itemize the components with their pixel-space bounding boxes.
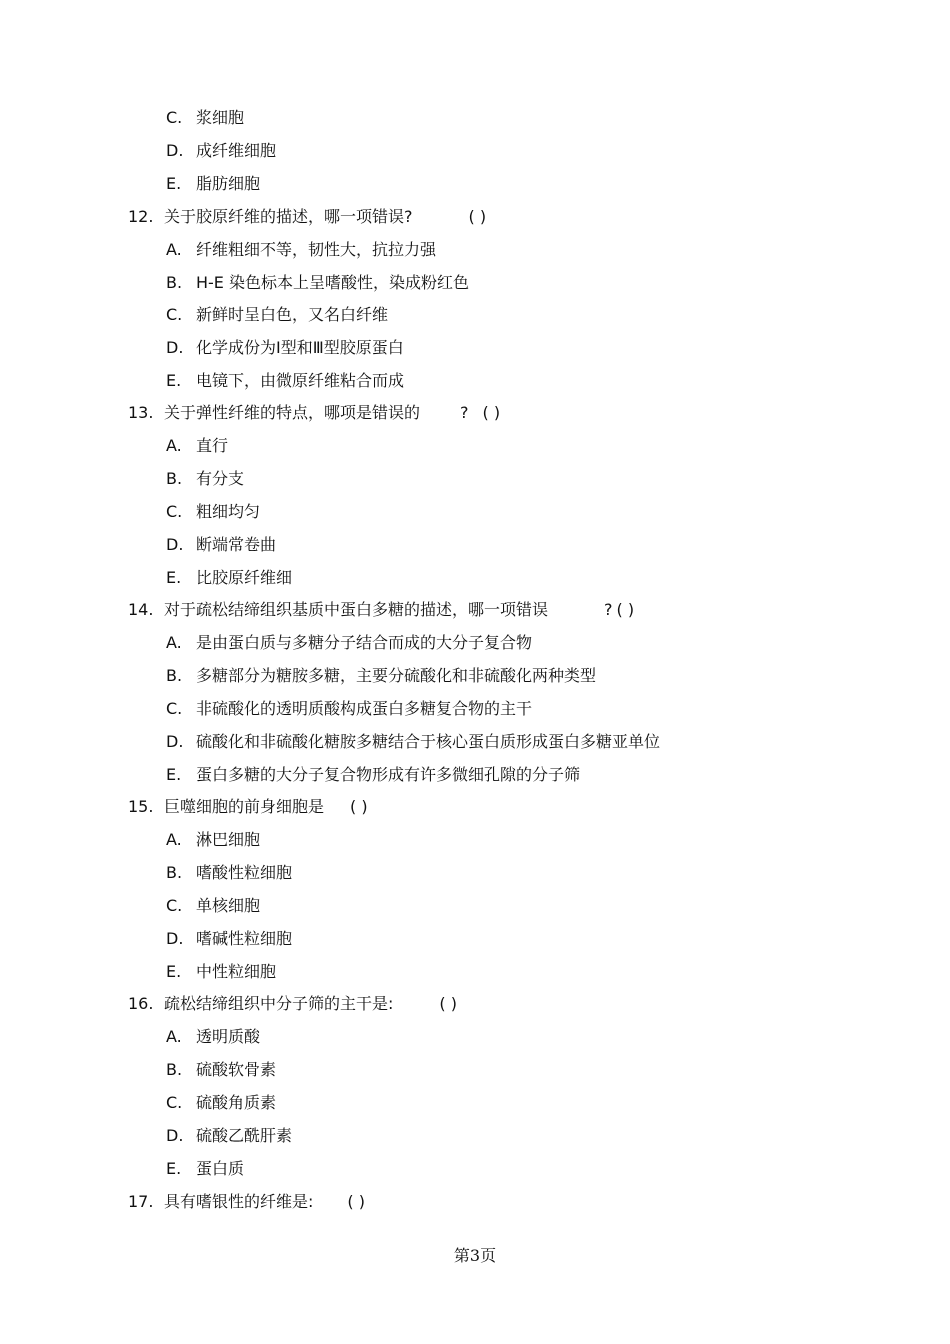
option-text: 嗜酸性粒细胞 xyxy=(196,863,293,882)
option-line xyxy=(166,626,532,659)
option-text: 新鲜时呈白色，又名白纤维 xyxy=(196,305,389,324)
option-letter: D. xyxy=(166,338,184,357)
option-letter: E. xyxy=(166,174,182,193)
option-line xyxy=(166,429,228,462)
option-text: 比胶原纤维细 xyxy=(196,568,293,587)
question-number: 12. xyxy=(128,207,154,226)
option-line xyxy=(166,659,596,692)
option-line xyxy=(166,495,260,528)
option-line xyxy=(166,856,292,889)
option-text: 脂肪细胞 xyxy=(196,174,261,193)
option-line xyxy=(166,134,276,167)
option-text: 多糖部分为糖胺多糖，主要分硫酸化和非硫酸化两种类型 xyxy=(196,666,597,685)
option-line xyxy=(166,1152,244,1185)
option-text: 粗细均匀 xyxy=(196,502,261,521)
question-stem: 对于疏松结缔组织基质中蛋白多糖的描述，哪一项错误 xyxy=(164,600,549,619)
option-letter: D. xyxy=(166,1126,184,1145)
option-letter: A. xyxy=(166,240,182,259)
option-line xyxy=(166,462,244,495)
option-line xyxy=(166,331,404,364)
option-line xyxy=(166,922,292,955)
option-line xyxy=(166,528,276,561)
option-letter: C. xyxy=(166,699,183,718)
question-number: 16. xyxy=(128,994,154,1013)
option-line xyxy=(166,233,436,266)
option-letter: A. xyxy=(166,830,182,849)
option-text: 有分支 xyxy=(196,469,245,488)
option-letter: D. xyxy=(166,929,184,948)
option-letter: E. xyxy=(166,371,182,390)
option-text: 硫酸乙酰肝素 xyxy=(196,1126,293,1145)
question-14 xyxy=(128,593,634,626)
option-text: 电镜下，由微原纤维粘合而成 xyxy=(196,371,405,390)
option-line xyxy=(166,1053,276,1086)
option-letter: D. xyxy=(166,732,184,751)
option-letter: C. xyxy=(166,502,183,521)
option-letter: B. xyxy=(166,273,183,292)
option-line xyxy=(166,1086,276,1119)
option-text: 透明质酸 xyxy=(196,1027,261,1046)
answer-bracket: ( ) xyxy=(439,994,457,1013)
option-letter: B. xyxy=(166,1060,183,1079)
option-text: 淋巴细胞 xyxy=(196,830,261,849)
question-number: 17. xyxy=(128,1192,154,1211)
option-line xyxy=(166,955,276,988)
question-stem: 关于弹性纤维的特点，哪项是错误的 xyxy=(164,403,421,422)
option-line xyxy=(166,823,260,856)
option-letter: B. xyxy=(166,666,183,685)
question-16 xyxy=(128,987,457,1020)
option-text: 单核细胞 xyxy=(196,896,261,915)
option-line xyxy=(166,298,388,331)
question-stem: 具有嗜银性的纤维是: xyxy=(164,1192,314,1211)
option-letter: A. xyxy=(166,633,182,652)
answer-bracket: ( ) xyxy=(616,600,635,619)
option-line xyxy=(166,1119,292,1152)
option-text: 蛋白多糖的大分子复合物形成有许多微细孔隙的分子筛 xyxy=(196,765,581,784)
option-line xyxy=(166,758,580,791)
answer-bracket: ( ) xyxy=(350,797,368,816)
option-letter: D. xyxy=(166,141,184,160)
option-letter: A. xyxy=(166,436,182,455)
option-letter: C. xyxy=(166,305,183,324)
answer-bracket: ( ) xyxy=(347,1192,365,1211)
option-letter: E. xyxy=(166,765,182,784)
option-letter: B. xyxy=(166,469,183,488)
question-number: 14. xyxy=(128,600,154,619)
option-line xyxy=(166,889,260,922)
option-letter: E. xyxy=(166,568,182,587)
option-line xyxy=(166,266,469,299)
option-text: 嗜碱性粒细胞 xyxy=(196,929,293,948)
option-text: 非硫酸化的透明质酸构成蛋白多糖复合物的主干 xyxy=(196,699,533,718)
question-stem: 巨噬细胞的前身细胞是 xyxy=(164,797,325,816)
question-stem: 疏松结缔组织中分子筛的主干是: xyxy=(164,994,394,1013)
option-text: H-E 染色标本上呈嗜酸性，染成粉红色 xyxy=(196,273,470,292)
option-letter: C. xyxy=(166,896,183,915)
question-15 xyxy=(128,790,368,823)
option-letter: C. xyxy=(166,108,183,127)
question-13 xyxy=(128,396,500,429)
option-text: 中性粒细胞 xyxy=(196,962,277,981)
option-text: 直行 xyxy=(196,436,229,455)
option-text: 蛋白质 xyxy=(196,1159,245,1178)
option-line xyxy=(166,101,244,134)
option-text: 成纤维细胞 xyxy=(196,141,277,160)
question-stem: 关于胶原纤维的描述，哪一项错误? xyxy=(164,207,413,226)
option-text: 硫酸角质素 xyxy=(196,1093,277,1112)
answer-bracket: ( ) xyxy=(468,207,487,226)
option-text: 断端常卷曲 xyxy=(196,535,277,554)
option-letter: E. xyxy=(166,1159,182,1178)
question-number: 15. xyxy=(128,797,154,816)
option-letter: E. xyxy=(166,962,182,981)
option-line xyxy=(166,692,532,725)
option-text: 化学成份为Ⅰ型和Ⅲ型胶原蛋白 xyxy=(196,338,404,357)
answer-bracket: ( ) xyxy=(482,403,501,422)
option-letter: C. xyxy=(166,1093,183,1112)
option-line xyxy=(166,1020,260,1053)
question-mark: ? xyxy=(604,600,613,619)
option-letter: A. xyxy=(166,1027,182,1046)
option-letter: B. xyxy=(166,863,183,882)
option-line xyxy=(166,561,292,594)
option-text: 浆细胞 xyxy=(196,108,245,127)
option-letter: D. xyxy=(166,535,184,554)
option-line xyxy=(166,167,260,200)
option-text: 是由蛋白质与多糖分子结合而成的大分子复合物 xyxy=(196,633,533,652)
question-number: 13. xyxy=(128,403,154,422)
option-text: 硫酸软骨素 xyxy=(196,1060,277,1079)
option-line xyxy=(166,364,404,397)
question-mark: ? xyxy=(460,403,469,422)
question-17 xyxy=(128,1185,365,1218)
question-12 xyxy=(128,200,486,233)
option-text: 纤维粗细不等，韧性大，抗拉力强 xyxy=(196,240,437,259)
option-text: 硫酸化和非硫酸化糖胺多糖结合于核心蛋白质形成蛋白多糖亚单位 xyxy=(196,732,661,751)
page-number: 第3页 xyxy=(453,1246,497,1265)
option-line xyxy=(166,725,660,758)
